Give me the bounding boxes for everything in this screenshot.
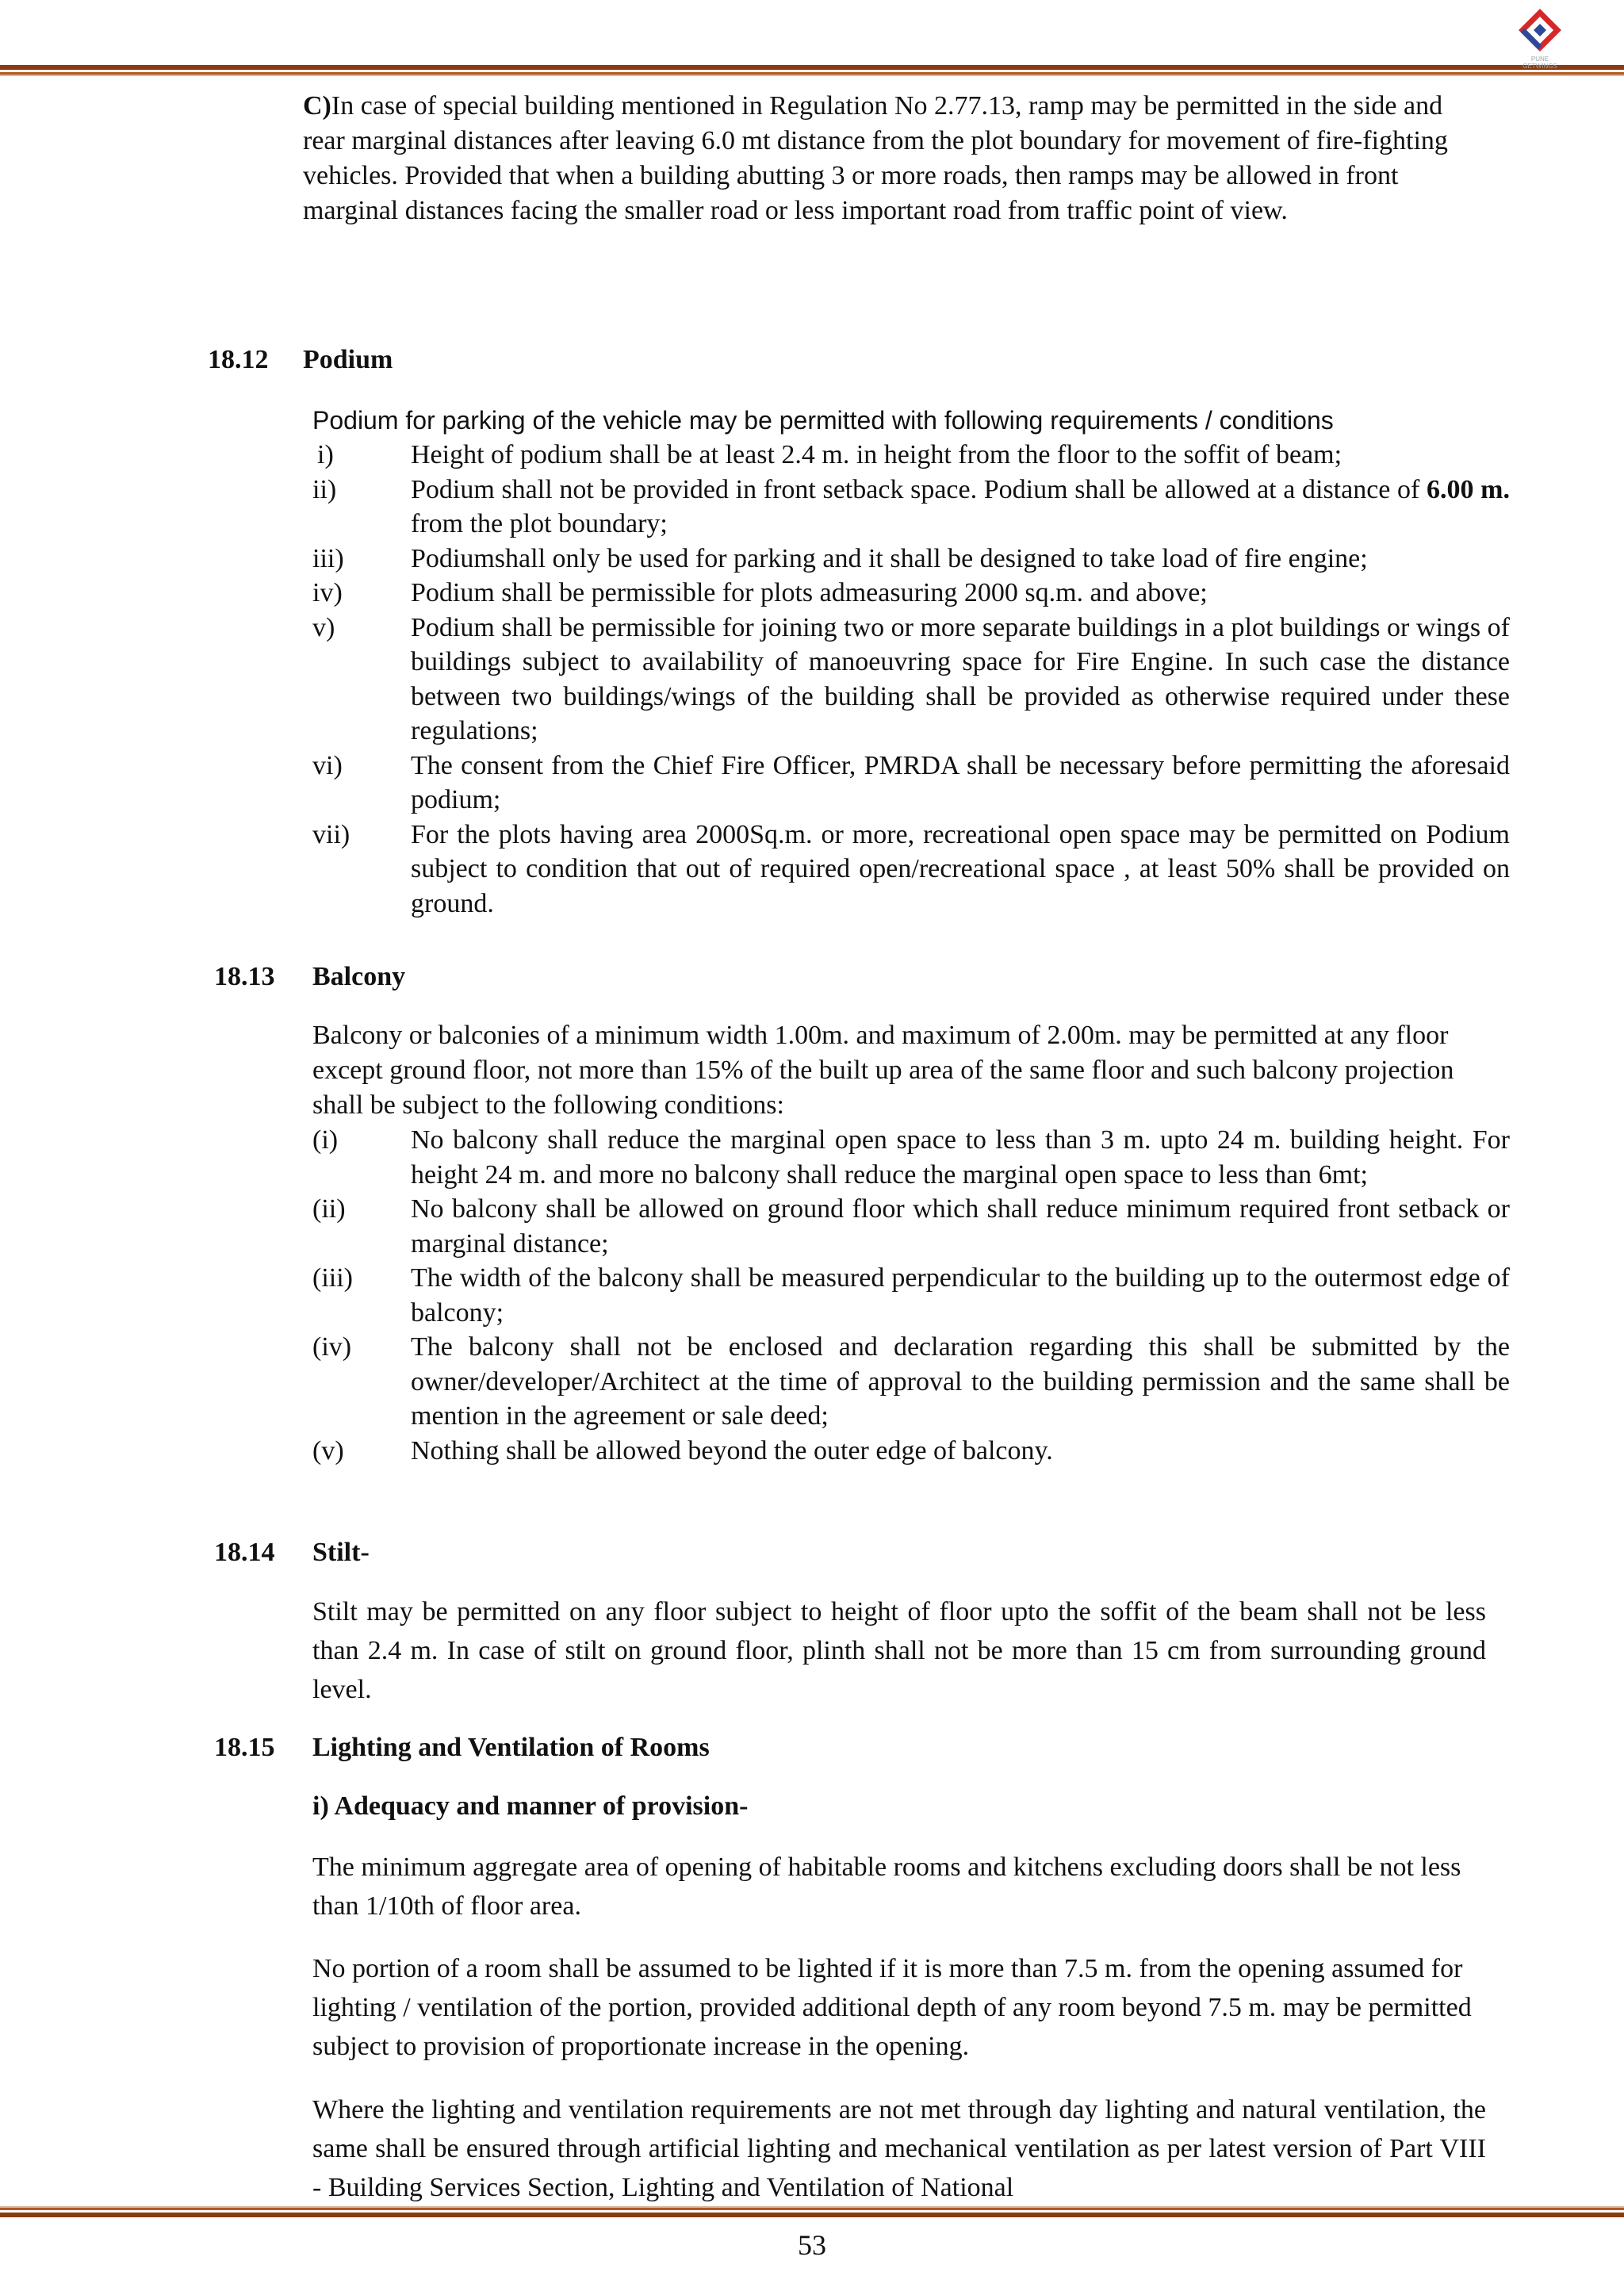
intro-text: In case of special building mentioned in Regulation No 2.77.13, ramp may be permitted in the side and rear marginal distances after leaving 6.0 mt distance from the plot boundary for movement of fire-fighting vehicles. Provided that when a building abutting 3 or more roads, then ramps may be allowed in front marginal distances facing the smaller road or less important road from traffic point of view. xyxy=(303,91,1448,225)
balcony-intro: Balcony or balconies of a minimum width 1.00m. and maximum of 2.00m. may be permitted at any floor except ground floor, not more than 15% of the built up area of the same floor and such balcony projection shall be subject to the following conditions: xyxy=(312,1021,1454,1120)
organization-logo xyxy=(1516,8,1564,70)
list-item: i) Height of podium shall be at least 2.4 m. in height from the floor to the soffit of beam; xyxy=(317,440,1342,469)
section-number-18-15: 18.15 xyxy=(214,1733,275,1762)
list-item: iii) Podiumshall only be used for parking and it shall be designed to take load of fire engine; xyxy=(312,543,1368,573)
list-item: v) Podium shall be permissible for joining two or more separate buildings in a plot buildings or wings of buildings subject to availability of manoeuvring space for Fire Engine. In such case the distance between two buildings/wings of the building shall be provided as otherwise required under these regulations; xyxy=(312,612,1510,745)
list-item: vii) For the plots having area 2000Sq.m. or more, recreational open space may be permitted on Podium subject to condition that out of required open/recreational space , at least 50% shall be provided on ground. xyxy=(312,819,1510,918)
list-item: ii) Podium shall not be provided in front setback space. Podium shall be allowed at a distance of 6.00 m. from the plot boundary; xyxy=(312,474,1510,538)
list-item: (iii) The width of the balcony shall be measured perpendicular to the building up to the outermost edge of balcony; xyxy=(312,1263,1510,1328)
list-item: iv) Podium shall be permissible for plots admeasuring 2000 sq.m. and above; xyxy=(312,578,1208,607)
stilt-paragraph: Stilt may be permitted on any floor subject to height of floor upto the soffit of the beam shall not be less than 2.4 m. In case of stilt on ground floor, plinth shall not be more than 15 cm from surrounding ground level. xyxy=(312,1597,1486,1704)
header-rule xyxy=(0,65,1624,76)
list-item: (v) Nothing shall be allowed beyond the outer edge of balcony. xyxy=(312,1435,1053,1466)
footer-rule xyxy=(0,2206,1624,2217)
lighting-paragraph-1: The minimum aggregate area of opening of habitable rooms and kitchens excluding doors shall be not less than 1/10th of floor area. xyxy=(312,1852,1461,1921)
section-number-18-14: 18.14 xyxy=(214,1538,275,1567)
subsection-title: i) Adequacy and manner of provision- xyxy=(312,1791,749,1821)
list-item: (ii) No balcony shall be allowed on ground floor which shall reduce minimum required front setback or marginal distance; xyxy=(312,1194,1510,1259)
list-item: vi) The consent from the Chief Fire Officer, PMRDA shall be necessary before permitting the aforesaid podium; xyxy=(312,750,1510,814)
lighting-paragraph-2: No portion of a room shall be assumed to be lighted if it is more than 7.5 m. from the opening assumed for lighting / ventilation of the portion, provided additional depth of any room beyond 7.5 m. may be permitted subject to provision of proportionate increase in the opening. xyxy=(312,1954,1472,2061)
lighting-paragraph-3: Where the lighting and ventilation requirements are not met through day lighting and natural ventilation, the same shall be ensured through artificial lighting and mechanical ventilation as per latest version of Part VIII - Building Services Section, Lighting and Ventilation of National xyxy=(312,2095,1486,2202)
intro-paragraph xyxy=(303,89,1462,228)
section-title-lighting: Lighting and Ventilation of Rooms xyxy=(312,1733,710,1762)
podium-intro: Podium for parking of the vehicle may be permitted with following requirements / conditions xyxy=(312,406,1334,435)
logo-caption: PUNE GETWINGS xyxy=(1522,56,1557,70)
podium-conditions-list xyxy=(312,438,1510,921)
section-title-stilt: Stilt- xyxy=(312,1538,370,1567)
list-item: (iv) The balcony shall not be enclosed and declaration regarding this shall be submitted by the owner/developer/Architect at the time of approval to the building permission and the same shall be mention in the agreement or sale deed; xyxy=(312,1332,1510,1431)
section-number-18-12: 18.12 xyxy=(208,345,269,374)
list-item: (i) No balcony shall reduce the marginal open space to less than 3 m. upto 24 m. building height. For height 24 m. and more no balcony shall reduce the marginal open space to less than 6mt; xyxy=(312,1125,1510,1190)
section-title-balcony: Balcony xyxy=(312,962,406,991)
page-number: 53 xyxy=(798,2229,826,2261)
intro-lead: C) xyxy=(303,91,331,121)
logo-icon xyxy=(1516,8,1564,56)
section-title-podium: Podium xyxy=(303,345,393,374)
section-number-18-13: 18.13 xyxy=(214,962,275,991)
balcony-conditions-list xyxy=(312,1123,1510,1468)
